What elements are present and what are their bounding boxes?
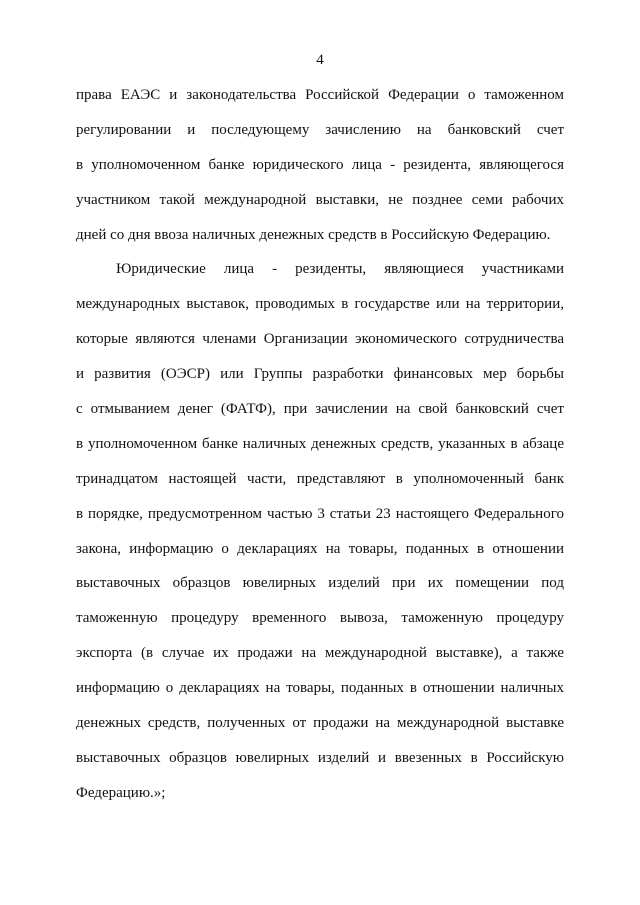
text-line: выставочных образцов ювелирных изделий и ввезенных в Российскую [76,749,564,766]
text-line: закона, информацию о декларациях на товары, поданных в отношении [76,540,564,557]
text-line: международных выставок, проводимых в государстве или на территории, [76,296,564,313]
text-line: с отмыванием денег (ФАТФ), при зачислении на свой банковский счет [76,401,564,418]
text-line: выставочных образцов ювелирных изделий при их помещении под [76,575,564,592]
body-text [76,78,564,811]
text-line: в уполномоченном банке юридического лица - резидента, являющегося [76,156,564,173]
text-line: которые являются членами Организации экономического сотрудничества [76,331,564,348]
text-line: тринадцатом настоящей части, представляют в уполномоченный банк [76,470,564,487]
text-line: Федерацию.»; [76,784,166,801]
text-line: права ЕАЭС и законодательства Российской Федерации о таможенном [76,87,564,103]
text-line: в уполномоченном банке наличных денежных средств, указанных в абзаце [76,435,564,452]
text-line: участником такой международной выставки, не позднее семи рабочих [76,191,564,208]
text-line: в порядке, предусмотренном частью 3 статьи 23 настоящего Федерального [76,505,564,522]
text-line: информацию о декларациях на товары, поданных в отношении наличных [76,680,564,697]
text-line: и развития (ОЭСР) или Группы разработки финансовых мер борьбы [76,366,564,383]
page-number: 4 [316,52,324,68]
text-line: экспорта (в случае их продажи на международной выставке), а также [76,645,564,662]
text-line: таможенную процедуру временного вывоза, таможенную процедуру [76,610,564,627]
text-line: денежных средств, полученных от продажи на международной выставке [76,715,564,732]
text-line: регулировании и последующему зачислению на банковский счет [76,121,564,138]
text-line: Юридические лица - резиденты, являющиеся участниками [116,261,564,278]
paragraph-2 [76,252,564,810]
text-line: дней со дня ввоза наличных денежных средств в Российскую Федерацию. [76,226,551,243]
paragraph-1 [76,78,564,252]
